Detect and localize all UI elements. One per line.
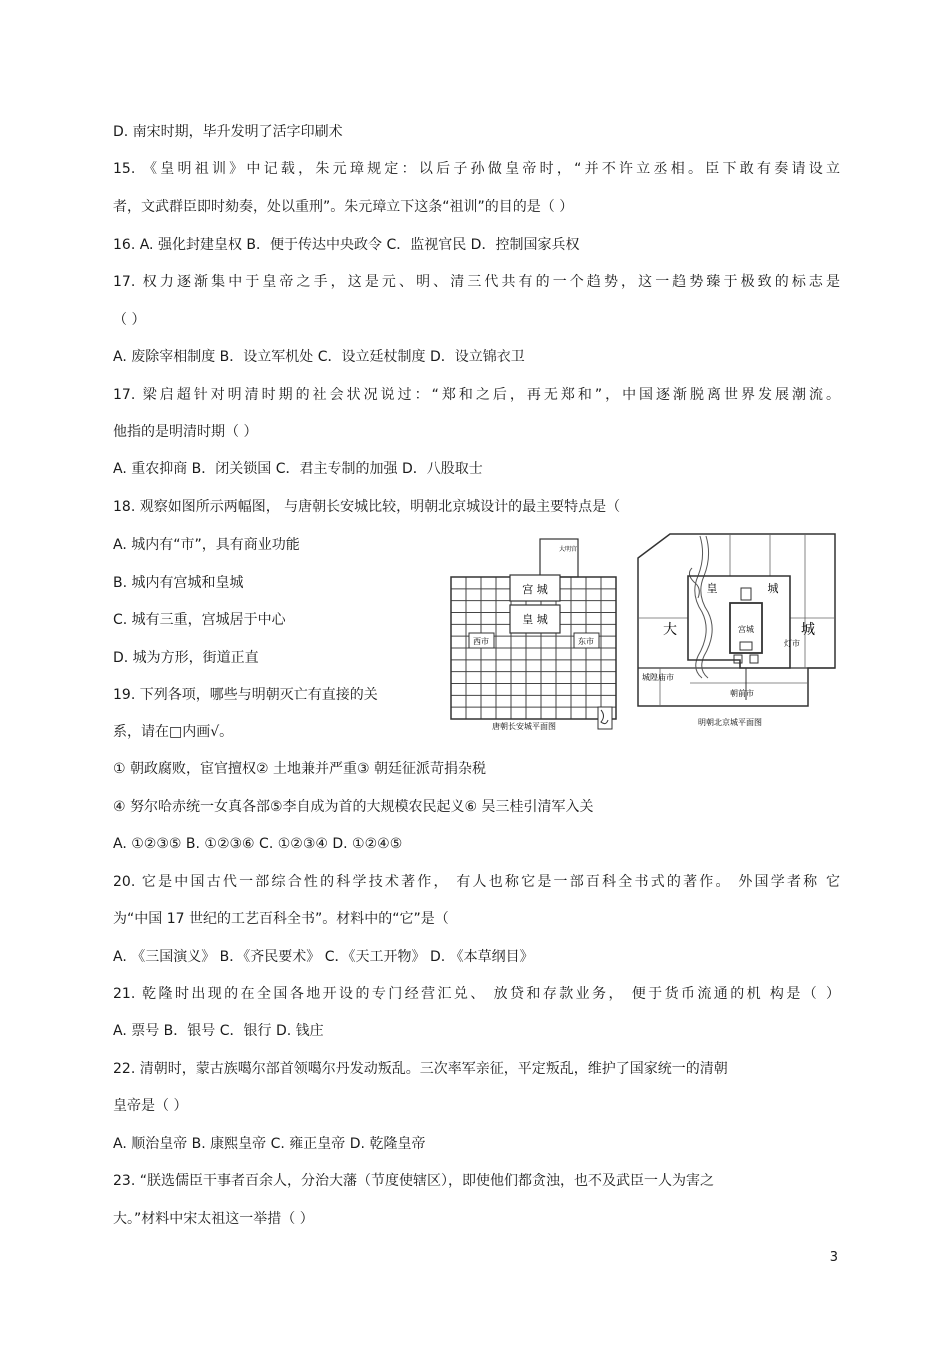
question-23: 23. “朕选儒臣干事者百余人，分治大藩（节度使辖区），即使他们都贪浊，也不及武臣一人为害之 [113,1173,714,1189]
text-line: 者，文武群臣即时劾奏，处以重刑”。朱元璋立下这条“祖训”的目的是（ ） [113,199,574,215]
question-17a: 17. 权力逐渐集中于皇帝之手，这是元、明、清三代共有的一个趋势，这一趋势臻于极致的标志是 [113,274,840,290]
items-19b: ④ 努尔哈赤统一女真各部⑤李自成为首的大规模农民起义⑥ 吴三桂引清军入关 [113,799,594,815]
text-line: 皇帝是（ ） [113,1098,188,1114]
beijing-chaoqian-market: 朝前市 [730,689,754,698]
question-15: 15. 《皇明祖训》中记载，朱元璋规定：以后子孙做皇帝时，“并不许立丞相。臣下敢有奏请设立 [113,161,840,177]
option-18c: C. 城有三重，宫城居于中心 [113,612,286,628]
beijing-imperial-1: 皇 [706,582,718,595]
question-17b: 17. 梁启超针对明清时期的社会状况说过：“郑和之后，再无郑和”，中国逐渐脱离世界发展潮流。 [113,387,840,403]
beijing-big-right: 城 [801,622,815,638]
question-16: 16. A. 强化封建皇权 B．便于传达中央政令 C．监视官民 D．控制国家兵权 [113,237,580,253]
beijing-east-market: 灯市 [784,639,800,648]
options-21: A. 票号 B．银号 C．银行 D. 钱庄 [113,1023,324,1039]
changan-caption: 唐朝长安城平面图 [492,722,556,731]
text-line: 大。”材料中宋太祖这一举措（ ） [113,1211,314,1227]
page-number: 3 [829,1250,838,1265]
options-17a: A. 废除宰相制度 B．设立军机处 C．设立廷杖制度 D．设立锦衣卫 [113,349,525,365]
options-22: A. 顺治皇帝 B. 康熙皇帝 C. 雍正皇帝 D. 乾隆皇帝 [113,1136,426,1152]
options-17b: A. 重农抑商 B．闭关锁国 C．君主专制的加强 D．八股取士 [113,461,483,477]
question-19: 19. 下列各项，哪些与明朝灭亡有直接的关 [113,687,378,703]
text-line: （ ） [113,312,146,328]
text-line: 系，请在□内画√。 [113,724,234,740]
changan-map [448,537,620,733]
option-18d: D. 城为方形，街道正直 [113,650,259,666]
beijing-caption: 明朝北京城平面图 [698,718,762,727]
west-market-label: 西市 [473,637,489,646]
beijing-palace-label: 宫城 [738,625,754,634]
text-line: D. 南宋时期，毕升发明了活字印刷术 [113,124,343,140]
changan-imperial-label: 皇 城 [522,613,548,626]
question-20: 20. 它是中国古代一部综合性的科学技术著作， 有人也称它是一部百科全书式的著作。 外国学者称 它 [113,874,840,890]
question-18: 18. 观察如图所示两幅图， 与唐朝长安城比较，明朝北京城设计的最主要特点是（ [113,499,621,515]
beijing-imperial-2: 城 [767,582,779,595]
changan-palace-label: 宫 城 [522,583,548,596]
question-21: 21. 乾隆时出现的在全国各地开设的专门经营汇兑、 放贷和存款业务， 便于货币流通的机 构是（ ） [113,986,840,1002]
east-market-label: 东市 [578,637,594,646]
items-19a: ① 朝政腐败，宦官擅权② 土地兼并严重③ 朝廷征派苛捐杂税 [113,761,487,777]
text-line: 他指的是明清时期（ ） [113,424,258,440]
beijing-temple-market: 城隍庙市 [642,673,674,682]
options-20: A. 《三国演义》 B．《齐民要术》 C．《天工开物》 D. 《本草纲目》 [113,949,534,965]
options-19: A. ①②③⑤ B. ①②③⑥ C. ①②③④ D. ①②④⑤ [113,836,403,852]
beijing-map [630,528,844,732]
option-18b: B. 城内有宫城和皇城 [113,575,244,591]
text-line: 为“中国 17 世纪的工艺百科全书”。材料中的“它”是（ [113,911,449,927]
daming-palace-label: 大明宫 [558,546,578,553]
question-22: 22. 清朝时，蒙古族噶尔部首领噶尔丹发动叛乱。三次率军亲征，平定叛乱，维护了国家统一的清朝 [113,1061,728,1077]
beijing-big-left: 大 [663,622,677,638]
option-18a: A. 城内有“市”，具有商业功能 [113,537,300,553]
